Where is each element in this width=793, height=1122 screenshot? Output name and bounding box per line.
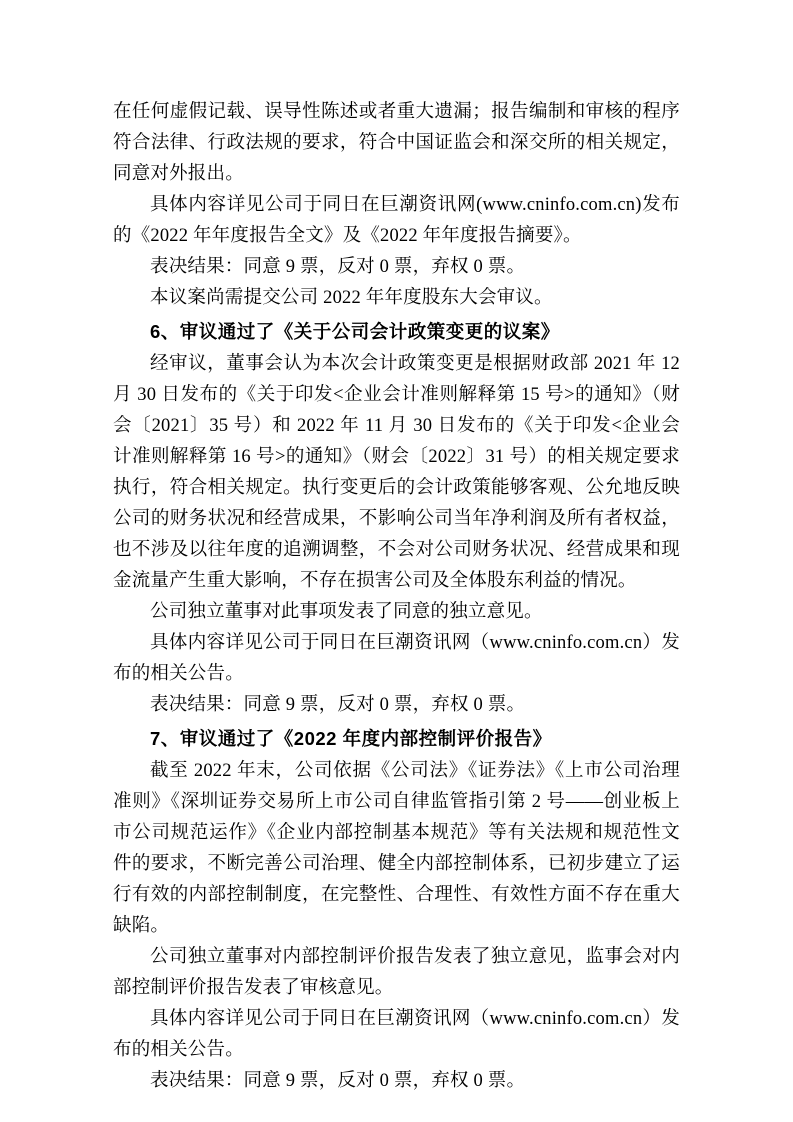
paragraph: 具体内容详见公司于同日在巨潮资讯网（www.cninfo.com.cn）发布的相关公告。	[113, 633, 680, 684]
paragraph: 表决结果：同意 9 票，反对 0 票，弃权 0 票。	[150, 1071, 526, 1091]
paragraph: 具体内容详见公司于同日在巨潮资讯网（www.cninfo.com.cn）发布的相关公告。	[113, 1009, 680, 1060]
section-heading: 6、审议通过了《关于公司会计政策变更的议案》	[150, 321, 560, 342]
section-heading: 7、审议通过了《2022 年度内部控制评价报告》	[150, 728, 552, 749]
paragraph: 具体内容详见公司于同日在巨潮资讯网(www.cninfo.com.cn)发布的《2022 年年度报告全文》及《2022 年年度报告摘要》。	[113, 195, 680, 246]
paragraph: 本议案尚需提交公司 2022 年年度股东大会审议。	[150, 288, 553, 308]
paragraph: 截至 2022 年末，公司依据《公司法》《证券法》《上市公司治理准则》《深圳证券交易所上市公司自律监管指引第 2 号——创业板上市公司规范运作》《企业内部控制基本规范》等有关法规和规范性文件的要求，不断完善公司治理、健全内部控制体系，已初步建立了运行有效的内部控制制度，在完整性、合理性、有效性方面不存在重大缺陷。	[113, 761, 680, 936]
paragraph: 表决结果：同意 9 票，反对 0 票，弃权 0 票。	[150, 257, 526, 277]
paragraph: 公司独立董事对内部控制评价报告发表了独立意见，监事会对内部控制评价报告发表了审核意见。	[113, 947, 680, 998]
paragraph: 在任何虚假记载、误导性陈述或者重大遗漏；报告编制和审核的程序符合法律、行政法规的要求，符合中国证监会和深交所的相关规定，同意对外报出。	[113, 102, 680, 184]
paragraph: 表决结果：同意 9 票，反对 0 票，弃权 0 票。	[150, 695, 526, 715]
paragraph: 公司独立董事对此事项发表了同意的独立意见。	[150, 602, 543, 622]
document-content	[113, 97, 680, 1097]
paragraph: 经审议，董事会认为本次会计政策变更是根据财政部 2021 年 12 月 30 日发布的《关于印发<企业会计准则解释第 15 号>的通知》（财会〔2021〕35 号）和 2022 年 11 月 30 日发布的《关于印发<企业会计准则解释第 16 号>的通知》（财会〔2022〕31 号）的相关规定要求执行，符合相关规定。执行变更后的会计政策能够客观、公允地反映公司的财务状况和经营成果，不影响公司当年净利润及所有者权益，也不涉及以往年度的追溯调整，不会对公司财务状况、经营成果和现金流量产生重大影响，不存在损害公司及全体股东利益的情况。	[113, 354, 680, 591]
